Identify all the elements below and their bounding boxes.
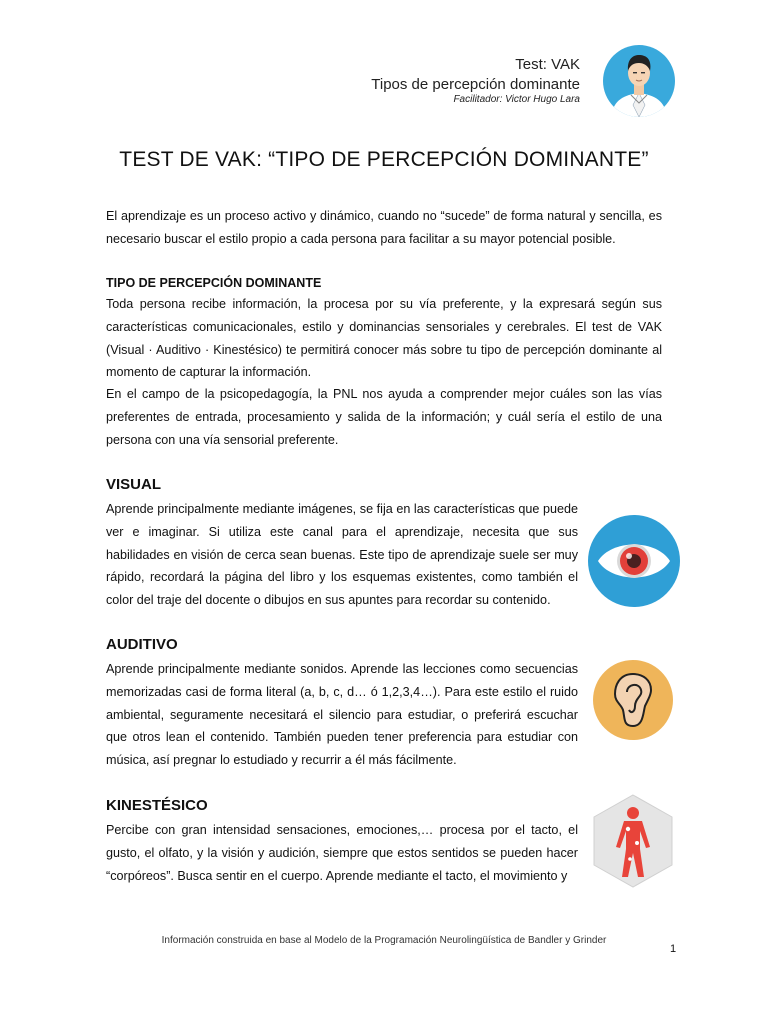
header-test-label: Test: VAK (515, 56, 580, 73)
intro-paragraph: El aprendizaje es un proceso activo y dinámico, cuando no “sucede” de forma natural y sencilla, es necesario buscar el estilo propio a cada persona para facilitar a su mayor potencial posible. (106, 209, 662, 246)
footer-note: Información construida en base al Modelo de la Programación Neurolingüística de Bandler y Grinder (161, 935, 607, 946)
person-avatar-icon (603, 45, 675, 117)
header-facilitator: Facilitador: Victor Hugo Lara (453, 94, 580, 105)
tipo-paragraph-2: En el campo de la psicopedagogía, la PNL nos ayuda a comprender mejor cuáles son las vías preferentes de entrada, procesamiento y salida de la información; y cuál sería el estilo de una persona con una vía sensorial preferente. (106, 387, 662, 447)
section-heading-visual: VISUAL (106, 476, 162, 493)
tipo-paragraph-1: Toda persona recibe información, la procesa por su vía preferente, y la expresará según sus características comunicacionales, estilo y dominancias sensoriales y cerebrales. El test de VAK (Visual · Auditivo · Kinestésico) te permitirá conocer más sobre tu tipo de percepción dominante al momento de capturar la información. (106, 297, 662, 380)
human-body-icon (590, 793, 676, 889)
auditivo-paragraph: Aprende principalmente mediante sonidos. Aprende las lecciones como secuencias memorizadas casi de forma literal (a, b, c, d… ó 1,2,3,4…). Para este estilo el ruido ambiental, seguramente necesitará el silencio para estudiar, o preferirá escuchar que otros lean el contenido. También pueden tener preferencia para estudiar con música, así pregnar lo estudiado y recurrir a él más fácilmente. (106, 662, 578, 768)
eye-icon (588, 515, 680, 607)
section-heading-kinestesico: KINESTÉSICO (106, 797, 208, 814)
ear-icon (593, 660, 673, 740)
header-subtitle: Tipos de percepción dominante (371, 76, 580, 93)
kinestesico-paragraph: Percibe con gran intensidad sensaciones, emociones,… procesa por el tacto, el gusto, el olfato, y la visión y audición, siempre que estos sentidos se pueden hacer “corpóreos”. Busca sentir en el cuerpo. Aprende mediante el tacto, el movimiento y (106, 823, 578, 883)
document-title: TEST DE VAK: “TIPO DE PERCEPCIÓN DOMINANTE” (119, 148, 649, 171)
page-number: 1 (670, 943, 677, 955)
visual-paragraph: Aprende principalmente mediante imágenes, se fija en las características que puede ver e imaginar. Si utiliza este canal para el aprendizaje, necesita que sus habilidades en visión de cerca sean buenas. Este tipo de aprendizaje suele ser muy rápido, recordará la página del libro y los esquemas existentes, como también el color del traje del docente o dibujos en sus apuntes para recordar su contenido. (106, 502, 578, 608)
section-heading-auditivo: AUDITIVO (106, 636, 178, 653)
section-heading-tipo: TIPO DE PERCEPCIÓN DOMINANTE (106, 276, 322, 290)
